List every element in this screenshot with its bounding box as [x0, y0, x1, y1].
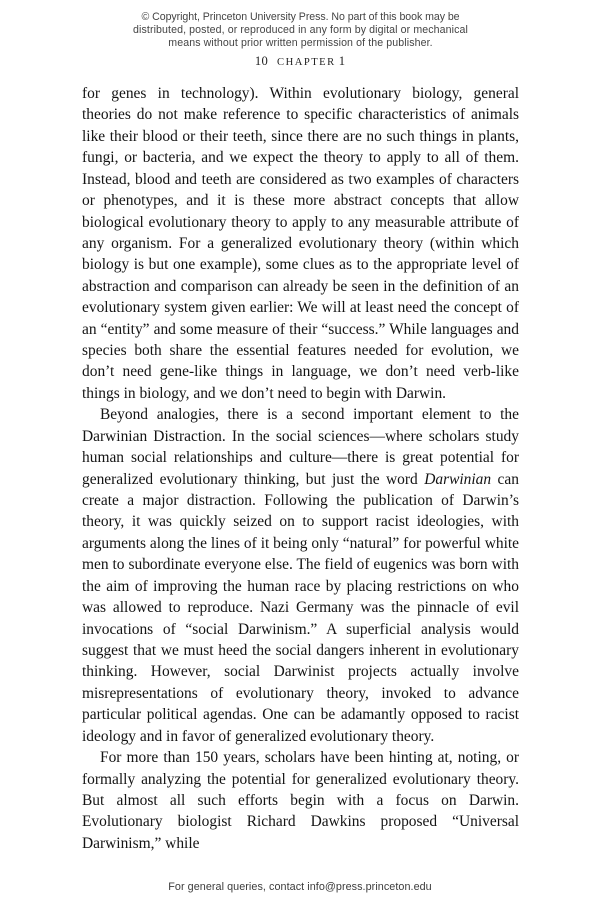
copyright-notice — [128, 11, 473, 51]
paragraph-2-segment-before: Beyond analogies, there is a second important element to the Darwinian Distraction. In the social sciences—where scholars study human social relationships and culture—there is great potential for generalized evolutionary thinking, but just the word — [82, 406, 519, 488]
running-head — [0, 54, 600, 69]
italic-term-darwinian: Darwinian — [424, 470, 492, 488]
page-number: 10 — [254, 54, 269, 68]
paragraph-1: for genes in technology). Within evolutionary biology, general theories do not make reference to specific characteristics of animals like their blood or their teeth, since there are no such things in plants, fungi, or bacteria, and we expect the theory to apply to all of them. Instead, blood and teeth are considered as two examples of characters or phenotypes, and it is these more abstract concepts that allow biological evolutionary theory to apply to any measurable attribute of any organism. For a generalized evolutionary theory (within which biology is but one example), some clues as to the appropriate level of abstraction and comparison can already be seen in the definition of an evolutionary system given earlier: We will at least need the concept of an “entity” and some measure of their “success.” While languages and species both share the essential features needed for evolution, we don’t need gene-like things in language, we don’t need verb-like things in biology, and we don’t need to begin with Darwin. — [82, 85, 519, 402]
page-footer — [0, 881, 600, 893]
footer-queries-text: For general queries, contact info@press.princeton.edu — [168, 881, 432, 893]
copyright-notice-line-1: © Copyright, Princeton University Press. No part of this book may be — [141, 11, 460, 23]
paragraph-2-segment-after: can create a major distraction. Following the publication of Darwin’s theory, it was quickly seized on to support racist ideologies, with arguments along the lines of it being only “natural” for powerful white men to subordinate everyone else. The field of eugenics was born with the aim of improving the human race by placing restrictions on who was allowed to reproduce. Nazi Germany was the pinnacle of evil invocations of “social Darwinism.” A superficial analysis would suggest that we must heed the social dangers inherent in evolutionary thinking. However, social Darwinist projects actually involve misrepresentations of evolutionary theory, invoked to advance particular political agendas. One can be adamantly opposed to racist ideology and in favor of generalized evolutionary theory. — [82, 470, 519, 745]
body-text — [82, 83, 519, 854]
paragraph-3: For more than 150 years, scholars have been hinting at, noting, or formally analyzing the potential for generalized evolutionary theory. But almost all such efforts begin with a focus on Darwin. Evolutionary biologist Richard Dawkins proposed “Universal Darwinism,” while — [82, 749, 519, 852]
paragraph-2 — [82, 404, 519, 747]
chapter-label: CHAPTER — [277, 57, 336, 68]
chapter-number: 1 — [338, 54, 346, 68]
copyright-notice-line-2: distributed, posted, or reproduced in any form by digital or mechanical — [133, 24, 468, 37]
copyright-notice-line-3: means without prior written permission of the publisher. — [168, 37, 433, 50]
